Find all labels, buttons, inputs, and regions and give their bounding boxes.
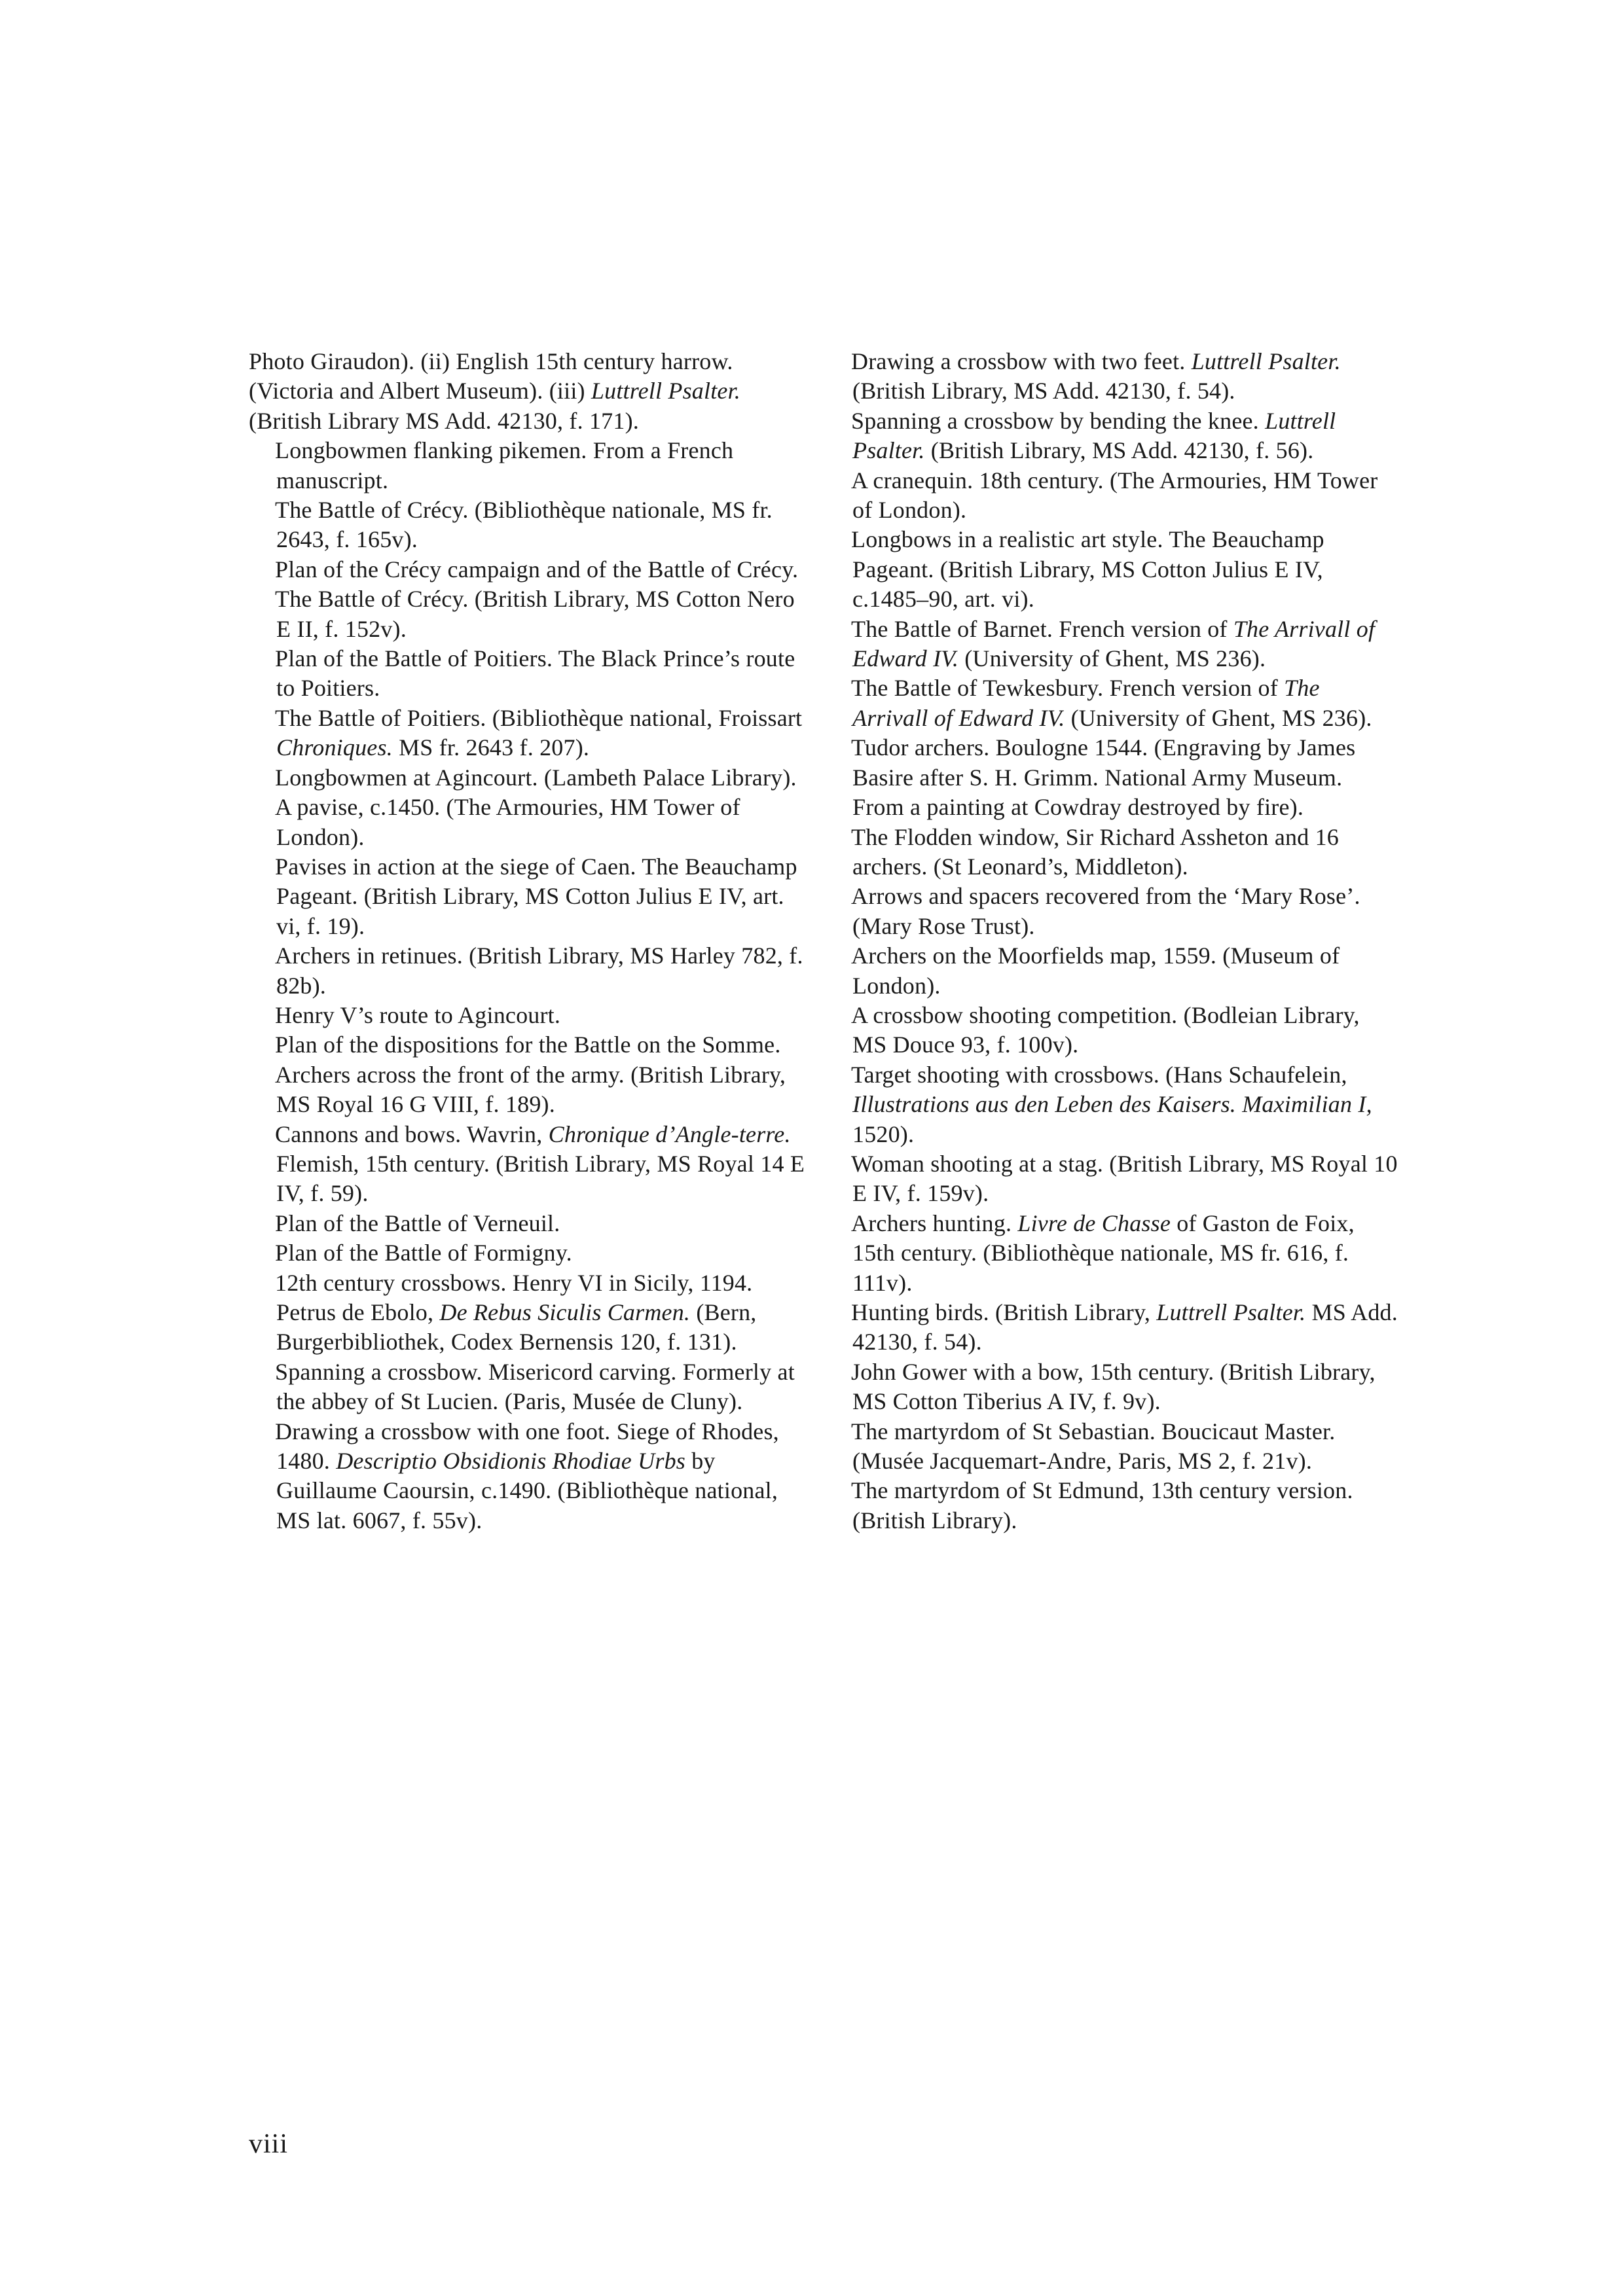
caption-text: Hunting birds. (British Library,: [851, 1299, 1157, 1325]
caption-italic-title: De Rebus Siculis Carmen.: [439, 1299, 691, 1325]
illustration-caption: [249, 584, 812, 644]
caption-text: Woman shooting at a stag. (British Library, MS Royal 10 E IV, f. 159v).: [851, 1150, 1398, 1207]
caption-text: John Gower with a bow, 15th century. (British Library, MS Cotton Tiberius A IV, f. 9v).: [851, 1358, 1376, 1415]
caption-text: Henry V’s route to Agincourt.: [275, 1001, 561, 1028]
caption-text: Tudor archers. Boulogne 1544. (Engraving by James Basire after S. H. Grimm. National Army Museum. From a painting at Cowdray destroyed by fire).: [851, 734, 1356, 821]
illustration-caption: [249, 1417, 812, 1536]
caption-text: Longbowmen flanking pikemen. From a French manuscript.: [275, 437, 734, 493]
right-caption-column: [825, 347, 1398, 1535]
caption-text: The Battle of Crécy. (British Library, MS Cotton Nero E II, f. 152v).: [275, 586, 795, 642]
illustration-caption: [825, 941, 1398, 1001]
caption-text: (Bern, Burgerbibliothek, Codex Bernensis 120, f. 131).: [276, 1299, 757, 1355]
caption-italic-title: Luttrell Psalter.: [852, 407, 1336, 464]
caption-italic-title: The Arrivall of Edward IV.: [852, 615, 1376, 672]
illustration-caption: [249, 793, 812, 852]
illustration-caption: [825, 1149, 1398, 1209]
caption-text: Photo Giraudon). (ii) English 15th century harrow. (Victoria and Albert Museum). (iii): [249, 348, 733, 404]
illustration-caption: [249, 644, 812, 704]
illustration-caption: [825, 1357, 1398, 1417]
illustration-caption: [249, 1209, 812, 1238]
illustration-caption: [825, 406, 1398, 466]
illustration-caption: [249, 1120, 812, 1209]
caption-text: (University of Ghent, MS 236).: [958, 645, 1266, 672]
illustration-caption: [249, 704, 812, 763]
caption-italic-title: Luttrell Psalter.: [591, 378, 741, 404]
caption-italic-title: Illustrations aus den Leben des Kaisers. Maximilian I,: [852, 1091, 1372, 1118]
caption-text: (British Library MS Add. 42130, f. 171).: [249, 407, 639, 434]
caption-text: MS Add. 42130, f. 54).: [852, 1299, 1398, 1355]
caption-text: 12th century crossbows. Henry VI in Sicily, 1194. Petrus de Ebolo,: [275, 1269, 753, 1325]
caption-text: (British Library, MS Add. 42130, f. 56).: [924, 437, 1314, 464]
caption-text: Pavises in action at the siege of Caen. The Beauchamp Pageant. (British Library, MS Cotton Julius E IV, art. vi, f. 19).: [275, 853, 797, 939]
page-number: viii: [249, 2129, 289, 2159]
illustration-caption: [249, 1238, 812, 1268]
caption-text: A pavise, c.1450. (The Armouries, HM Tower of London).: [275, 794, 740, 850]
caption-text: Arrows and spacers recovered from the ‘Mary Rose’. (Mary Rose Trust).: [851, 883, 1360, 939]
caption-text: Plan of the Battle of Verneuil.: [275, 1210, 560, 1236]
caption-italic-title: Chroniques.: [276, 734, 393, 761]
caption-italic-title: The Arrivall of Edward IV.: [852, 675, 1320, 731]
illustration-caption: [249, 555, 812, 584]
illustration-caption: [249, 1001, 812, 1030]
left-caption-column: [249, 347, 812, 1535]
illustration-caption: [249, 1030, 812, 1060]
caption-text: (University of Ghent, MS 236).: [1065, 704, 1372, 731]
illustration-caption: [825, 615, 1398, 674]
caption-text: Cannons and bows. Wavrin,: [275, 1121, 549, 1147]
caption-text: The Flodden window, Sir Richard Assheton and 16 archers. (St Leonard’s, Middleton).: [851, 823, 1339, 880]
caption-text: Plan of the dispositions for the Battle on the Somme.: [275, 1031, 781, 1058]
caption-text: Plan of the Battle of Formigny.: [275, 1240, 572, 1266]
caption-italic-title: Descriptio Obsidionis Rhodiae Urbs: [336, 1448, 685, 1475]
illustration-caption: [249, 1268, 812, 1357]
caption-text: A cranequin. 18th century. (The Armouries, HM Tower of London).: [851, 467, 1378, 524]
caption-text: (British Library, MS Add. 42130, f. 54).: [852, 378, 1235, 404]
caption-italic-title: Luttrell Psalter.: [1191, 348, 1341, 374]
illustration-caption: [825, 673, 1398, 733]
illustration-caption: [249, 1357, 812, 1417]
illustration-caption: [249, 763, 812, 793]
caption-text: Plan of the Crécy campaign and of the Battle of Crécy.: [275, 556, 799, 583]
caption-text: The Battle of Barnet. French version of: [851, 615, 1233, 642]
caption-text: The Battle of Poitiers. (Bibliothèque national, Froissart: [275, 704, 803, 731]
caption-italic-title: Chronique d’Angle-terre.: [548, 1121, 791, 1147]
caption-text: Spanning a crossbow by bending the knee.: [851, 407, 1266, 434]
caption-text: The martyrdom of St Edmund, 13th century version. (British Library).: [851, 1477, 1353, 1534]
illustration-caption: [825, 1001, 1398, 1060]
caption-text: Archers in retinues. (British Library, MS Harley 782, f. 82b).: [275, 942, 803, 999]
caption-text: Plan of the Battle of Poitiers. The Black Prince’s route to Poitiers.: [275, 645, 795, 702]
caption-italic-title: Livre de Chasse: [1017, 1210, 1171, 1236]
illustration-caption: [825, 1209, 1398, 1298]
caption-text: The Battle of Crécy. (Bibliothèque nationale, MS fr. 2643, f. 165v).: [275, 497, 773, 553]
illustration-caption: [825, 347, 1398, 406]
caption-text: Flemish, 15th century. (British Library, MS Royal 14 E IV, f. 59).: [276, 1150, 805, 1207]
illustration-caption: [825, 882, 1398, 941]
caption-text: Drawing a crossbow with one foot. Siege of Rhodes, 1480.: [275, 1418, 779, 1475]
illustration-caption: [825, 466, 1398, 526]
illustration-caption: [825, 1417, 1398, 1477]
caption-text: A crossbow shooting competition. (Bodleian Library, MS Douce 93, f. 100v).: [851, 1001, 1360, 1058]
caption-text: Archers across the front of the army. (British Library, MS Royal 16 G VIII, f. 189).: [275, 1061, 786, 1118]
caption-text: The Battle of Tewkesbury. French version of: [851, 675, 1285, 702]
caption-text: Target shooting with crossbows. (Hans Schaufelein,: [851, 1061, 1347, 1088]
caption-text: 1520).: [852, 1121, 915, 1147]
illustration-caption: [825, 823, 1398, 882]
caption-text: of Gaston de Foix, 15th century. (Bibliothèque nationale, MS fr. 616, f. 111v).: [852, 1210, 1355, 1296]
caption-text: Longbowmen at Agincourt. (Lambeth Palace Library).: [275, 764, 797, 791]
illustration-caption: [825, 525, 1398, 614]
illustration-caption: [825, 1298, 1398, 1357]
caption-text: The martyrdom of St Sebastian. Boucicaut Master. (Musée Jacquemart-Andre, Paris, MS 2, f. 21v).: [851, 1418, 1336, 1475]
illustration-caption: [249, 852, 812, 941]
illustration-caption: [249, 941, 812, 1001]
caption-text: MS fr. 2643 f. 207).: [392, 734, 590, 761]
caption-italic-title: Luttrell Psalter.: [1156, 1299, 1306, 1325]
caption-text: Longbows in a realistic art style. The Beauchamp Pageant. (British Library, MS Cotton Julius E IV, c.1485–90, art. vi).: [851, 526, 1324, 613]
caption-text: Spanning a crossbow. Misericord carving. Formerly at the abbey of St Lucien. (Paris, Musée de Cluny).: [275, 1358, 795, 1415]
illustration-caption: [249, 495, 812, 555]
caption-text: Drawing a crossbow with two feet.: [851, 348, 1192, 374]
caption-text: Archers hunting.: [851, 1210, 1018, 1236]
illustration-caption: [249, 1060, 812, 1120]
illustration-caption: [249, 436, 812, 495]
illustration-caption: [825, 1060, 1398, 1149]
caption-text: by Guillaume Caoursin, c.1490. (Bibliothèque national, MS lat. 6067, f. 55v).: [276, 1448, 778, 1534]
caption-text: Archers on the Moorfields map, 1559. (Museum of London).: [851, 942, 1340, 999]
illustration-caption: [825, 1476, 1398, 1535]
illustration-caption: [249, 347, 812, 436]
illustration-caption: [825, 733, 1398, 822]
